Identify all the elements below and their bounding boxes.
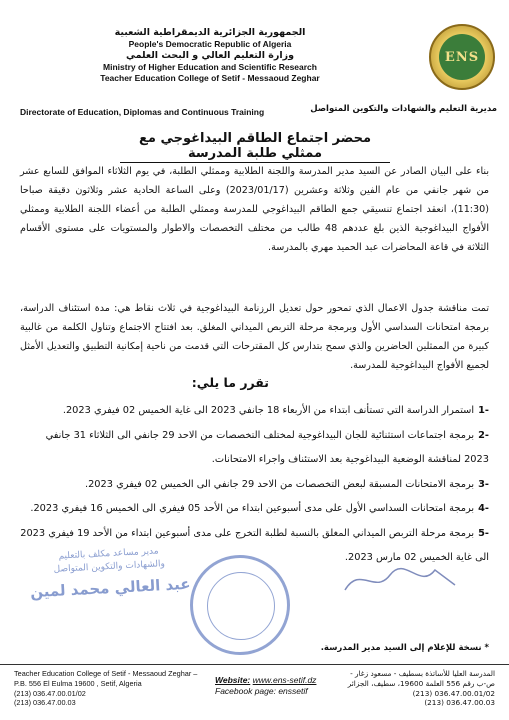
facebook-page: Facebook page: enssetif (215, 686, 308, 696)
directorate-en: Directorate of Education, Diplomas and Continuous Training (20, 107, 265, 117)
item-text: برمجة مرحلة التربص الميداني المغلق بالنسبة لطلبة التخرج على مدى أسبوعين ابتداء من الأحد 19 فيفري 2023 الى غاية الخميس 02 مارس 2023. (20, 527, 489, 563)
footer-links (215, 675, 316, 697)
paragraph-2: تمت مناقشة جدول الاعمال الذي تمحور حول تعديل الرزنامة البيداغوجية في ثلاث نقاط هي: مدة استئناف الدراسة، برمجة امتحانات السداسي الأول وبرمجة مرحلة التربص الميداني المغلق. بعد افتتاح الاجتماع وتناول الكلمة من غالبية كبيرة من الممثلين الحاضرين والذي سمح بتدارس كل المقترحات التي قدمت من ناحية إمكانية التطبيق والتعديل الأمثل لجميع الأفواج البيداغوجية للمدرسة. (20, 303, 489, 371)
footer (0, 664, 509, 720)
item-number: -5 (478, 527, 489, 539)
footer-en-line-2: P.B. 556 El Eulma 19600 , Setif, Algeria (14, 678, 142, 688)
ministry-en: Ministry of Higher Education and Scientific Research (103, 62, 317, 72)
website-link[interactable]: www.ens-setif.dz (252, 675, 317, 685)
stamp-name: عبد العالي محمد لمين (29, 574, 191, 602)
footer-ar-line-4: (213) 036.47.00.03 (424, 698, 495, 708)
footer-en-line-4: (213) 036.47.00.03 (14, 698, 76, 708)
item-text: برمجة اجتماعات استثنائية للجان البيداغوجية لمختلف التخصصات من الاحد 29 جانفي الى الثلاثاء 31 جانفي 2023 لمناقشة الوضعية البيداغوجية بعد الاستئناف واجراء الامتحانات. (45, 429, 489, 465)
footer-ar-line-3: (213) 036.47.00.01/02 (412, 688, 495, 698)
item-text: برمجة الامتحانات المسبقة لبعض التخصصات من الاحد 29 جانفي الى الخميس 02 فيفري 2023. (84, 478, 475, 490)
footer-en-line-1: Teacher Education College of Setif - Messaoud Zeghar – (14, 669, 198, 678)
list-item (20, 399, 489, 424)
footer-ar-line-1: المدرسة العليا للأساتذة بسطيف - مسعود زغار - (350, 669, 495, 678)
copy-note: * نسخة للإعلام إلى السيد مدير المدرسة. (320, 643, 489, 653)
footer-en-line-3: (213) 036.47.00.01/02 (14, 688, 86, 698)
footer-address-en (14, 669, 197, 708)
letterhead (0, 0, 509, 100)
list-item (20, 424, 489, 473)
college-en: Teacher Education College of Setif - Messaoud Zeghar (100, 73, 320, 83)
directorate-ar: مديرية التعليم والشهادات والتكوين المتواصل (310, 104, 497, 114)
item-number: -3 (478, 478, 489, 490)
round-seal (190, 555, 290, 655)
republic-ar: الجمهورية الجزائرية الديمقراطية الشعبية (114, 27, 306, 38)
republic-en: People's Democratic Republic of Algeria (128, 39, 292, 49)
item-text: استمرار الدراسة التي تستأنف ابتداء من الأربعاء 18 جانفي 2023 الى غاية الخميس 02 فيفري 2023. (62, 405, 475, 416)
document-title: محضر اجتماع الطاقم البيداغوجي مع ممثلي طلبة المدرسة (120, 131, 390, 163)
logo-text: ENS (439, 34, 485, 80)
decision-heading: تقرر ما يلي: (191, 375, 269, 390)
list-item (20, 497, 489, 522)
item-number: -4 (478, 503, 489, 514)
signature (340, 560, 460, 600)
footer-address-ar (348, 669, 495, 708)
item-text: برمجة امتحانات السداسي الأول على مدى أسبوعين ابتداء من الأحد 05 فيفري الى الخميس 16 فيفري 2023. (30, 503, 475, 514)
item-number: -1 (478, 405, 489, 416)
item-number: -2 (478, 429, 489, 441)
website-label: Website: (215, 675, 251, 685)
college-logo (429, 24, 495, 90)
ministry-ar: وزارة التعليم العالي و البحث العلمي (126, 50, 294, 61)
paragraph-1: بناء على البيان الصادر عن السيد مدير المدرسة واللجنة الطلابية وممثلي الطلبة، في يوم الثلاثاء الموافق للسابع عشر من شهر جانفي من عام الفين وثلاثة وعشرين (2023/01/17) وعلى الساعة الحادية عشر وثلاثون دقيقة صباحا (11:30)، انعقد اجتماع تنسيقي جمع الطاقم البيداغوجي للمدرسة وممثلي الطلبة من أعضاء اللجنة الطلابية وممثلي الأفواج البيداغوجية الذين بلغ عددهم 48 طالب من مختلف التخصصات والاطوار والمستويات على مستوى الأقسام الثلاثة في قاعة المحاضرات عبد الحميد مهري بالمدرسة. (20, 166, 489, 253)
footer-ar-line-2: ص-ب رقم 556 العلمة 19600، سطيف، الجزائر (347, 678, 495, 688)
stamp-line-2: والشهادات والتكوين المتواصل (53, 559, 166, 575)
list-item (20, 473, 489, 498)
decision-list (20, 399, 489, 571)
official-stamp (21, 543, 198, 602)
stamp-line-1: مدير مساعد مكلف بالتعليم (58, 546, 159, 562)
letterhead-text (30, 27, 390, 84)
